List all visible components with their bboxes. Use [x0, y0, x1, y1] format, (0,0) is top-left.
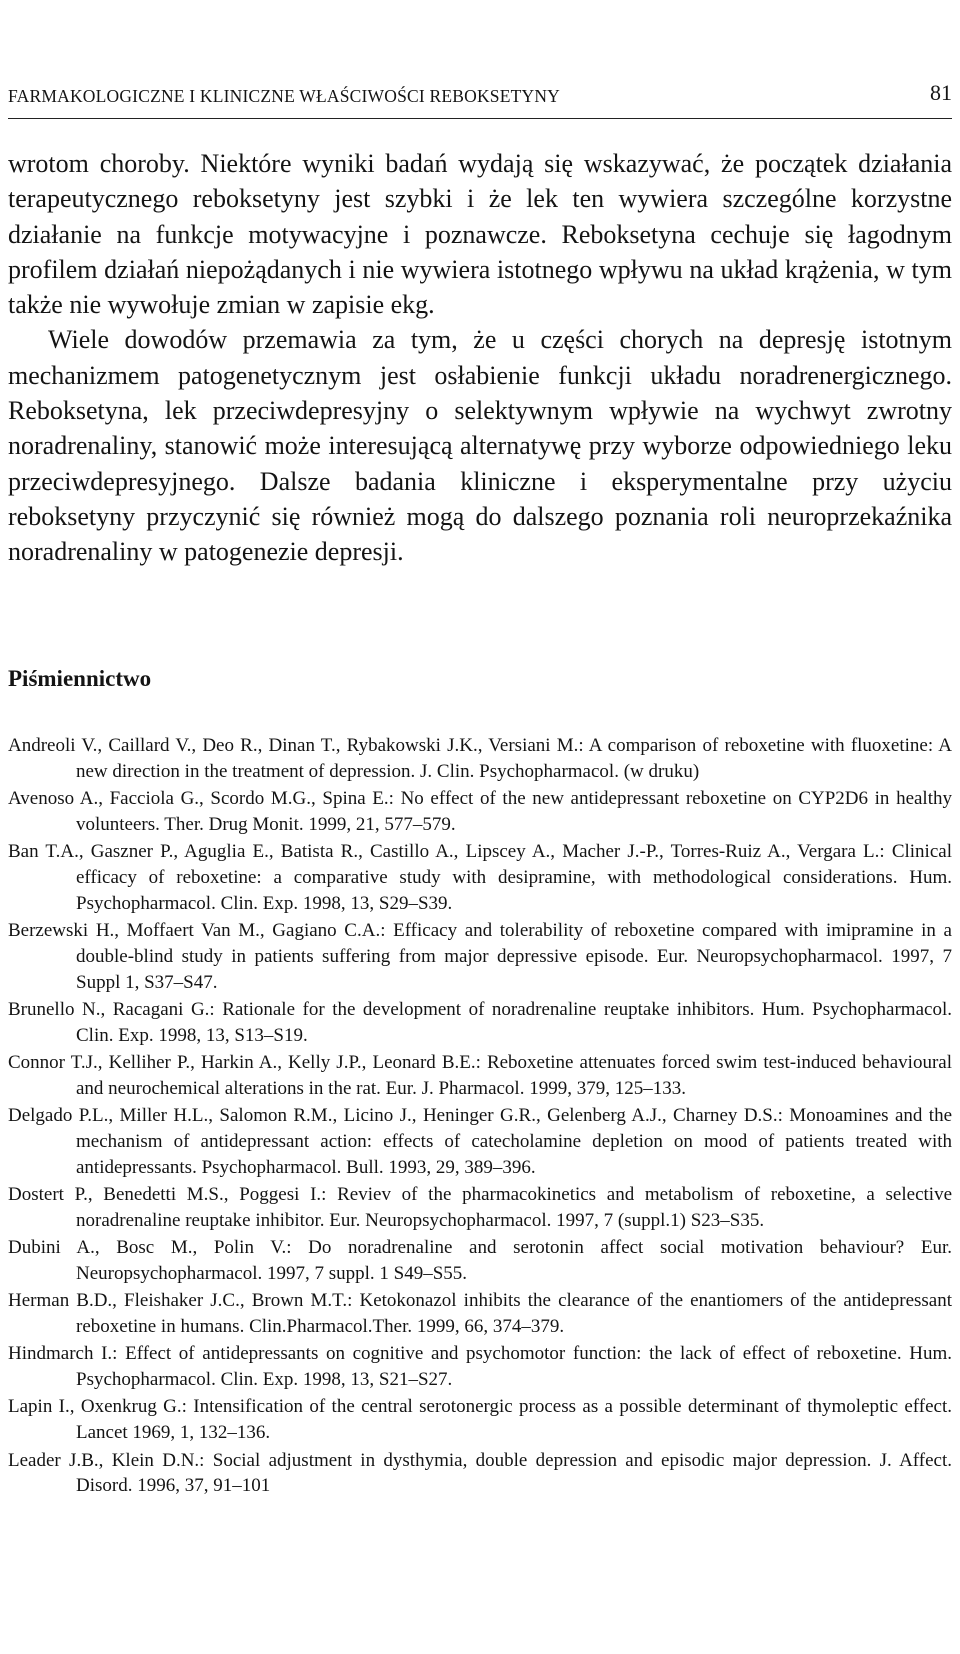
reference-item: Dubini A., Bosc M., Polin V.: Do noradrenaline and serotonin affect social motivation behaviour? Eur. Neuropsychopharmacol. 1997, 7 suppl. 1 S49–S55. [8, 1237, 952, 1284]
reference-item: Lapin I., Oxenkrug G.: Intensification of the central serotonergic process as a possible determinant of thymoleptic effect. Lancet 1969, 1, 132–136. [8, 1396, 952, 1444]
header-rule [8, 118, 952, 119]
reference-item: Berzewski H., Moffaert Van M., Gagiano C.A.: Efficacy and tolerability of reboxetine compared with imipramine in a double-blind study in patients suffering from major depressive episode. Eur. Neuropsychopharmacol. 1997, 7 Suppl 1, S37–S47. [8, 920, 952, 993]
reference-item: Ban T.A., Gaszner P., Aguglia E., Batista R., Castillo A., Lipscey A., Macher J.-P., Torres-Ruiz A., Vergara L.: Clinical efficacy of reboxetine: a comparative study with desipramine, with methodological considerations. Hum. Psychopharmacol. Clin. Exp. 1998, 13, S29–S39. [8, 841, 952, 914]
reference-item: Herman B.D., Fleishaker J.C., Brown M.T.: Ketokonazol inhibits the clearance of the enantiomers of the antidepressant reboxetine in humans. Clin.Pharmacol.Ther. 1999, 66, 374–379. [8, 1290, 952, 1338]
body-paragraph: Wiele dowodów przemawia za tym, że u części chorych na depresję istotnym mechanizmem patogenetycznym jest osłabienie funkcji układu noradrenergicznego. Reboksetyna, lek przeciwdepresyjny o selektywnym wpływie na wychwyt zwrotny noradrenaliny, stanowić może interesującą alternatywę przy wyborze odpowiedniego leku przeciwdepresyjnego. Dalsze badania kliniczne i eksperymentalne przy użyciu reboksetyny przyczynić się również mogą do dalszego poznania roli neuroprzekaźnika noradrenaliny w patogenezie depresji. [8, 325, 952, 567]
body-text [8, 146, 952, 570]
reference-item: Avenoso A., Facciola G., Scordo M.G., Spina E.: No effect of the new antidepressant reboxetine on CYP2D6 in healthy volunteers. Ther. Drug Monit. 1999, 21, 577–579. [8, 788, 952, 835]
body-paragraph: wrotom choroby. Niektóre wyniki badań wydają się wskazywać, że początek działania terapeutycznego reboksetyny jest szybki i że lek ten wywiera szczególne korzystne działanie na funkcje motywacyjne i poznawcze. Reboksetyna cechuje się łagodnym profilem działań niepożądanych i nie wywiera istotnego wpływu na układ krążenia, w tym także nie wywołuje zmian w zapisie ekg. [8, 149, 952, 320]
references-heading: Piśmiennictwo [8, 666, 152, 691]
running-title: FARMAKOLOGICZNE I KLINICZNE WŁAŚCIWOŚCI REBOKSETYNY [8, 86, 561, 106]
reference-item: Dostert P., Benedetti M.S., Poggesi I.: Reviev of the pharmacokinetics and metabolism of reboxetine, a selective noradrenaline reuptake inhibitor. Eur. Neuropsychopharmacol. 1997, 7 (suppl.1) S23–S35. [8, 1184, 952, 1231]
reference-item: Leader J.B., Klein D.N.: Social adjustment in dysthymia, double depression and episodic major depression. J. Affect. Disord. 1996, 37, 91–101 [8, 1449, 952, 1497]
reference-item: Hindmarch I.: Effect of antidepressants on cognitive and psychomotor function: the lack of effect of reboxetine. Hum. Psychopharmacol. Clin. Exp. 1998, 13, S21–S27. [8, 1343, 952, 1391]
page-number: 81 [930, 80, 952, 105]
reference-item: Delgado P.L., Miller H.L., Salomon R.M., Licino J., Heninger G.R., Gelenberg A.J., Charney D.S.: Monoamines and the mechanism of antidepressant action: effects of catecholamine depletion on mood of patients treated with antidepressants. Psychopharmacol. Bull. 1993, 29, 389–396. [8, 1105, 952, 1178]
reference-list [8, 733, 952, 1501]
reference-item: Andreoli V., Caillard V., Deo R., Dinan T., Rybakowski J.K., Versiani M.: A comparison of reboxetine with fluoxetine: A new direction in the treatment of depression. J. Clin. Psychopharmacol. (w druku) [8, 735, 952, 782]
reference-item: Brunello N., Racagani G.: Rationale for the development of noradrenaline reuptake inhibitors. Hum. Psychopharmacol. Clin. Exp. 1998, 13, S13–S19. [8, 998, 952, 1046]
running-header [8, 80, 952, 116]
reference-item: Connor T.J., Kelliher P., Harkin A., Kelly J.P., Leonard B.E.: Reboxetine attenuates forced swim test-induced behavioural and neurochemical alterations in the rat. Eur. J. Pharmacol. 1999, 379, 125–133. [8, 1052, 952, 1099]
